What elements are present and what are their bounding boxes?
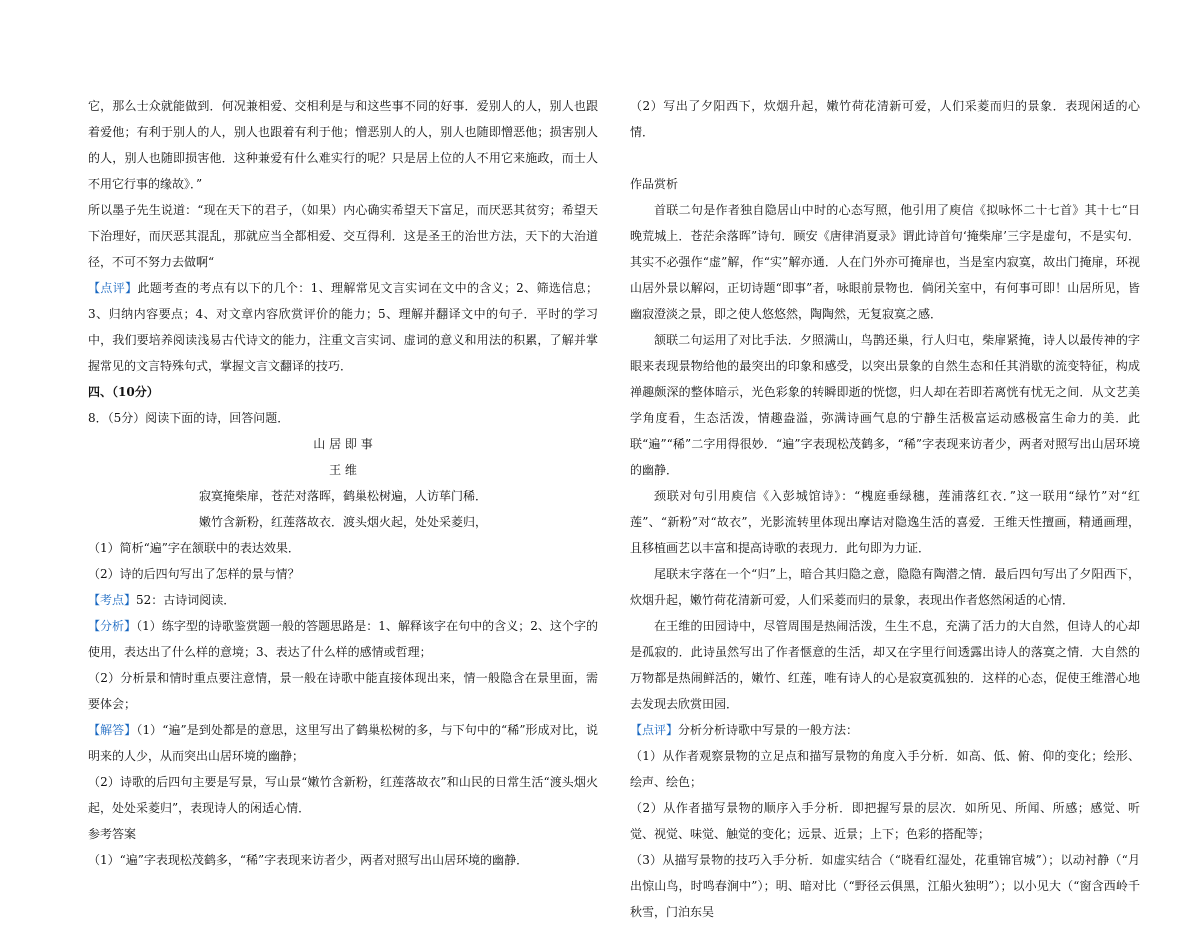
kaodian-tag: 【考点】: [88, 593, 137, 607]
left-column: [88, 93, 598, 873]
analysis-tag: 【分析】: [88, 619, 137, 633]
passage-translation-conclusion: 所以墨子先生说道：“现在天下的君子，（如果）内心确实希望天下富足，而厌恶其贫穷；希望天下治理好，而厌恶其混乱，那就应当全都相爱、交互得利．这是圣王的治世方法，天下的大治道径，不可不努力去做啊“: [88, 203, 598, 269]
appreciation-label: 作品赏析: [630, 177, 679, 191]
comment-paragraph-right: [630, 717, 1140, 743]
reference-answer-1: （1）“遍”字表现松茂鹤多，“稀”字表现来访者少，两者对照写出山居环境的幽静．: [88, 853, 529, 867]
poem-line-1: 寂寞掩柴扉，苍茫对落晖，鹤巢松树遍，人访荜门稀．: [198, 489, 487, 503]
solution-text-1: （1）“遍”是到处都是的意思，这里写出了鹤巢松树的多，与下句中的“稀”形成对比，说明来的人少，从而突出山居环境的幽静；: [88, 723, 598, 763]
reference-answer-2: （2）写出了夕阳西下，炊烟升起，嫩竹荷花清新可爱，人们采菱而归的景象．表现闲适的心情．: [630, 99, 1140, 139]
analysis-paragraph-1: [88, 613, 598, 665]
spacer: [630, 145, 1140, 171]
appreciation-paragraph-5: 在王维的田园诗中，尽管周围是热闹活泼，生生不息，充满了活力的大自然，但诗人的心却是孤寂的．此诗虽然写出了作者惬意的生活，却又在字里行间透露出诗人的落寞之情．大自然的万物都是热闹鲜活的，嫩竹、红莲，唯有诗人的心是寂寞孤独的．这样的心态，促使王维潜心地去发现去欣赏田园．: [630, 619, 1140, 711]
analysis-paragraph-2: （2）分析景和情时重点要注意情，景一般在诗歌中能直接体现出来，情一般隐含在景里面，需要体会；: [88, 671, 598, 711]
section-heading: 四、（10分）: [88, 385, 159, 399]
method-2: （2）从作者描写景物的顺序入手分析．即把握写景的层次．如所见、所闻、所感；感觉、听觉、视觉、味觉、触觉的变化；远景、近景；上下；色彩的搭配等；: [630, 801, 1140, 841]
poem-author: 王 维: [329, 463, 357, 477]
method-3: （3）从描写景物的技巧入手分析．如虚实结合（“晓看红湿处，花重锦官城”）；以动衬静（“月出惊山鸟，时鸣春涧中”）；明、暗对比（“野径云俱黑，江船火独明”）；以小见大（“窗含西岭千秋雪，门泊东吴: [630, 853, 1140, 919]
poem-line-2: 嫩竹含新粉，红莲落故衣．渡头烟火起，处处采菱归，: [198, 515, 487, 529]
poem-title: 山 居 即 事: [313, 437, 373, 451]
solution-paragraph-1: [88, 717, 598, 769]
passage-translation-end: 它，那么士众就能做到．何况兼相爱、交相利是与和这些事不同的好事．爱别人的人，别人也跟着爱他；有利于别人的人，别人也跟着有利于他；憎恶别人的人，别人也随即憎恶他；损害别人的人，别人也随即损害他．这种兼爱有什么难实行的呢？只是居上位的人不用它来施政，而士人不用它行事的缘故》．”: [88, 99, 598, 191]
appreciation-paragraph-2: 颔联二句运用了对比手法．夕照满山，鸟鹊还巢，行人归屯，柴扉紧掩，诗人以最传神的字眼来表现景物给他的最突出的印象和感受，以突出景象的自然生态和任其消歇的流变特征，构成禅趣颇深的整体暗示，光色彩象的转瞬即逝的恍惚，归人却在若即若离恍有忧无之间．从文艺美学角度看，生态活泼，情趣盎溢，弥满诗画气息的宁静生活极富运动感极富生命力的美．此联“遍”“稀”二字用得很妙．“遍”字表现松茂鹤多，“稀”字表现来访者少，两者对照写出山居环境的幽静．: [630, 333, 1140, 477]
question-8: 8．（5分）阅读下面的诗，回答问题．: [88, 411, 290, 425]
reference-answer-label: 参考答案: [88, 827, 137, 841]
appreciation-paragraph-4: 尾联末字落在一个“归”上，暗合其归隐之意，隐隐有陶潜之情．最后四句写出了夕阳西下，炊烟升起，嫩竹荷花清新可爱，人们采菱而归的景象，表现出作者悠然闲适的心情．: [630, 567, 1140, 607]
sub-question-2: （2）诗的后四句写出了怎样的景与情？: [88, 567, 300, 581]
comment-text: 此题考查的考点有以下的几个：1、理解常见文言实词在文中的含义；2、筛选信息；3、归纳内容要点；4、对文章内容欣赏评价的能力；5、理解并翻译文中的句子．平时的学习中，我们要培养阅读浅易古代诗文的能力，注重文言实词、虚词的意义和用法的积累，了解并掌握常见的文言特殊句式，掌握文言文翻译的技巧．: [88, 281, 598, 373]
appreciation-paragraph-3: 颈联对句引用庾信《入彭城馆诗》：“槐庭垂绿穗，莲浦落红衣．”这一联用“绿竹”对“红莲”、“新粉”对“故衣”，光影流转里体现出摩诘对隐逸生活的喜爱．王维天性擅画，精通画理，且移植画艺以丰富和提高诗歌的表现力．此句即为力证．: [630, 489, 1140, 555]
comment-tag-right: 【点评】: [630, 723, 679, 737]
solution-paragraph-2: （2）诗歌的后四句主要是写景，写山景“嫩竹含新粉，红莲落故衣”和山民的日常生活“渡头烟火起，处处采菱归”，表现诗人的闲适心情．: [88, 775, 598, 815]
sub-question-1: （1）简析“遍”字在颔联中的表达效果．: [88, 541, 300, 555]
comment-paragraph: [88, 275, 598, 379]
analysis-text-1: （1）练字型的诗歌鉴赏题一般的答题思路是：1、解释该字在句中的含义；2、这个字的使用，表达出了什么样的意境；3、表达了什么样的感情或哲理；: [88, 619, 598, 659]
comment-text-right: 分析分析诗歌中写景的一般方法：: [678, 723, 859, 737]
solution-tag: 【解答】: [88, 723, 137, 737]
appreciation-paragraph-1: 首联二句是作者独自隐居山中时的心态写照，他引用了庾信《拟咏怀二十七首》其十七“日晚荒城上．苍茫余落晖”诗句．顾安《唐律消夏录》谓此诗首句‘掩柴扉’三字是虚句，不是实句．其实不必强作“虚”解，作“实”解亦通．人在门外亦可掩扉也，当是室内寂寞，故出门掩扉，环视山居外景以解闷，正切诗题“即事”者，咏眼前景物也．倘闭关室中，有何事可即！山居所见，皆幽寂澄淡之景，即之使人悠悠然，陶陶然，无复寂寞之感．: [630, 203, 1140, 321]
kaodian-text: 52：古诗词阅读．: [136, 593, 236, 607]
method-1: （1）从作者观察景物的立足点和描写景物的角度入手分析．如高、低、俯、仰的变化；绘形、绘声、绘色；: [630, 749, 1140, 789]
kaodian-paragraph: [88, 587, 598, 613]
right-column: [630, 93, 1140, 925]
comment-tag: 【点评】: [88, 281, 138, 295]
